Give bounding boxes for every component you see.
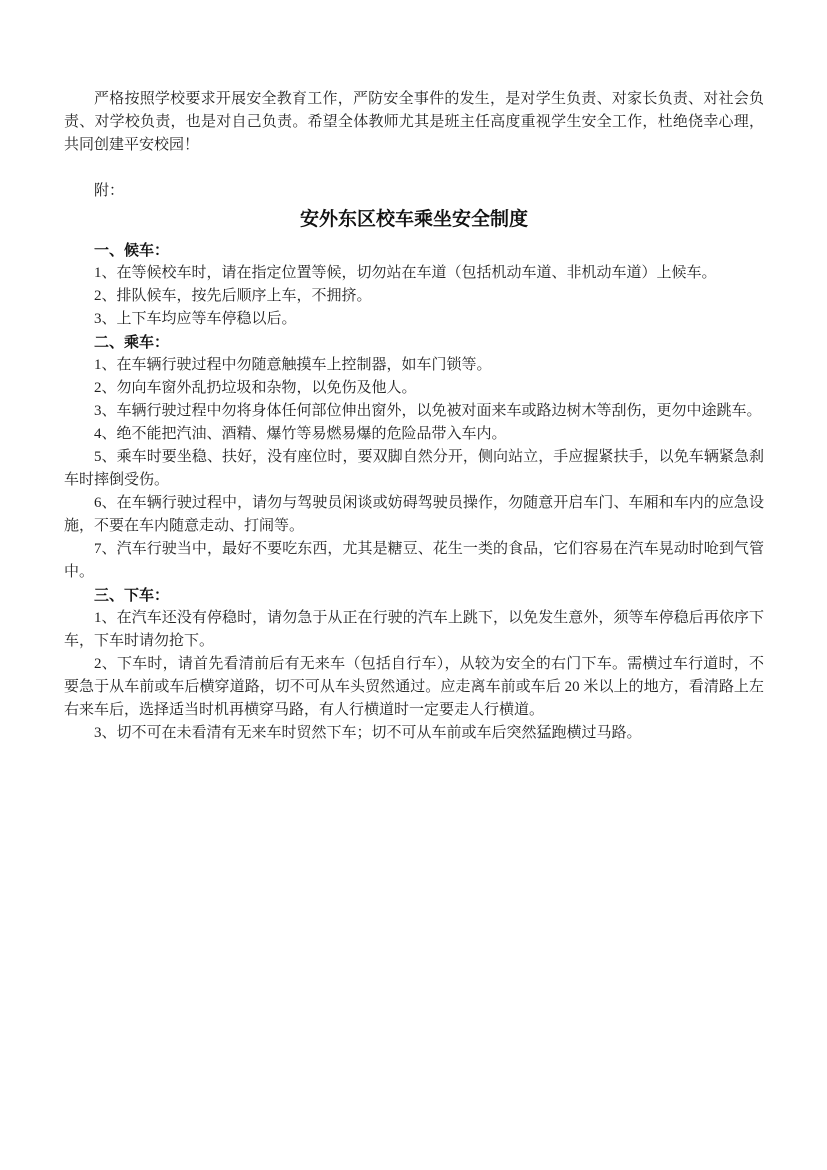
section-item: 3、车辆行驶过程中勿将身体任何部位伸出窗外，以免被对面来车或路边树木等刮伤，更勿中途跳车。	[94, 403, 762, 419]
section-item: 3、上下车均应等车停稳以后。	[94, 311, 297, 327]
document-title: 安外东区校车乘坐安全制度	[299, 209, 528, 230]
section-item: 2、排队候车，按先后顺序上车，不拥挤。	[94, 288, 372, 304]
section-item: 1、在汽车还没有停稳时，请勿急于从正在行驶的汽车上跳下，以免发生意外，须等车停稳后再依序下车，下车时请勿抢下。	[64, 610, 764, 649]
section-heading-riding: 二、乘车：	[94, 334, 170, 351]
attachment-label: 附：	[94, 183, 125, 199]
section-item: 1、在车辆行驶过程中勿随意触摸车上控制器，如车门锁等。	[94, 357, 492, 373]
section-item: 7、汽车行驶当中，最好不要吃东西，尤其是糖豆、花生一类的食品，它们容易在汽车晃动时呛到气管中。	[64, 541, 764, 580]
section-item: 6、在车辆行驶过程中，请勿与驾驶员闲谈或妨碍驾驶员操作，勿随意开启车门、车厢和车内的应急设施，不要在车内随意走动、打闹等。	[64, 495, 764, 534]
section-item: 2、下车时，请首先看清前后有无来车（包括自行车），从较为安全的右门下车。需横过车行道时，不要急于从车前或车后横穿道路，切不可从车头贸然通过。应走离车前或车后 20 米以上的地方，看清路上左右来车后，选择适当时机再横穿马路，有人行横道时一定要走人行横道。	[64, 656, 764, 718]
section-item: 1、在等候校车时，请在指定位置等候，切勿站在车道（包括机动车道、非机动车道）上候车。	[94, 265, 717, 281]
section-item: 5、乘车时要坐稳、扶好，没有座位时，要双脚自然分开，侧向站立，手应握紧扶手，以免车辆紧急刹车时摔倒受伤。	[64, 449, 764, 488]
section-item: 4、绝不能把汽油、酒精、爆竹等易燃易爆的危险品带入车内。	[94, 426, 507, 442]
section-heading-waiting: 一、候车：	[94, 242, 170, 259]
section-item: 2、勿向车窗外乱扔垃圾和杂物，以免伤及他人。	[94, 380, 417, 396]
section-item: 3、切不可在未看清有无来车时贸然下车；切不可从车前或车后突然猛跑横过马路。	[94, 725, 642, 741]
intro-paragraph: 严格按照学校要求开展安全教育工作，严防安全事件的发生，是对学生负责、对家长负责、对社会负责、对学校负责，也是对自己负责。希望全体教师尤其是班主任高度重视学生安全工作，杜绝侥幸心理，共同创建平安校园！	[64, 91, 764, 153]
section-heading-alighting: 三、下车：	[94, 587, 170, 604]
